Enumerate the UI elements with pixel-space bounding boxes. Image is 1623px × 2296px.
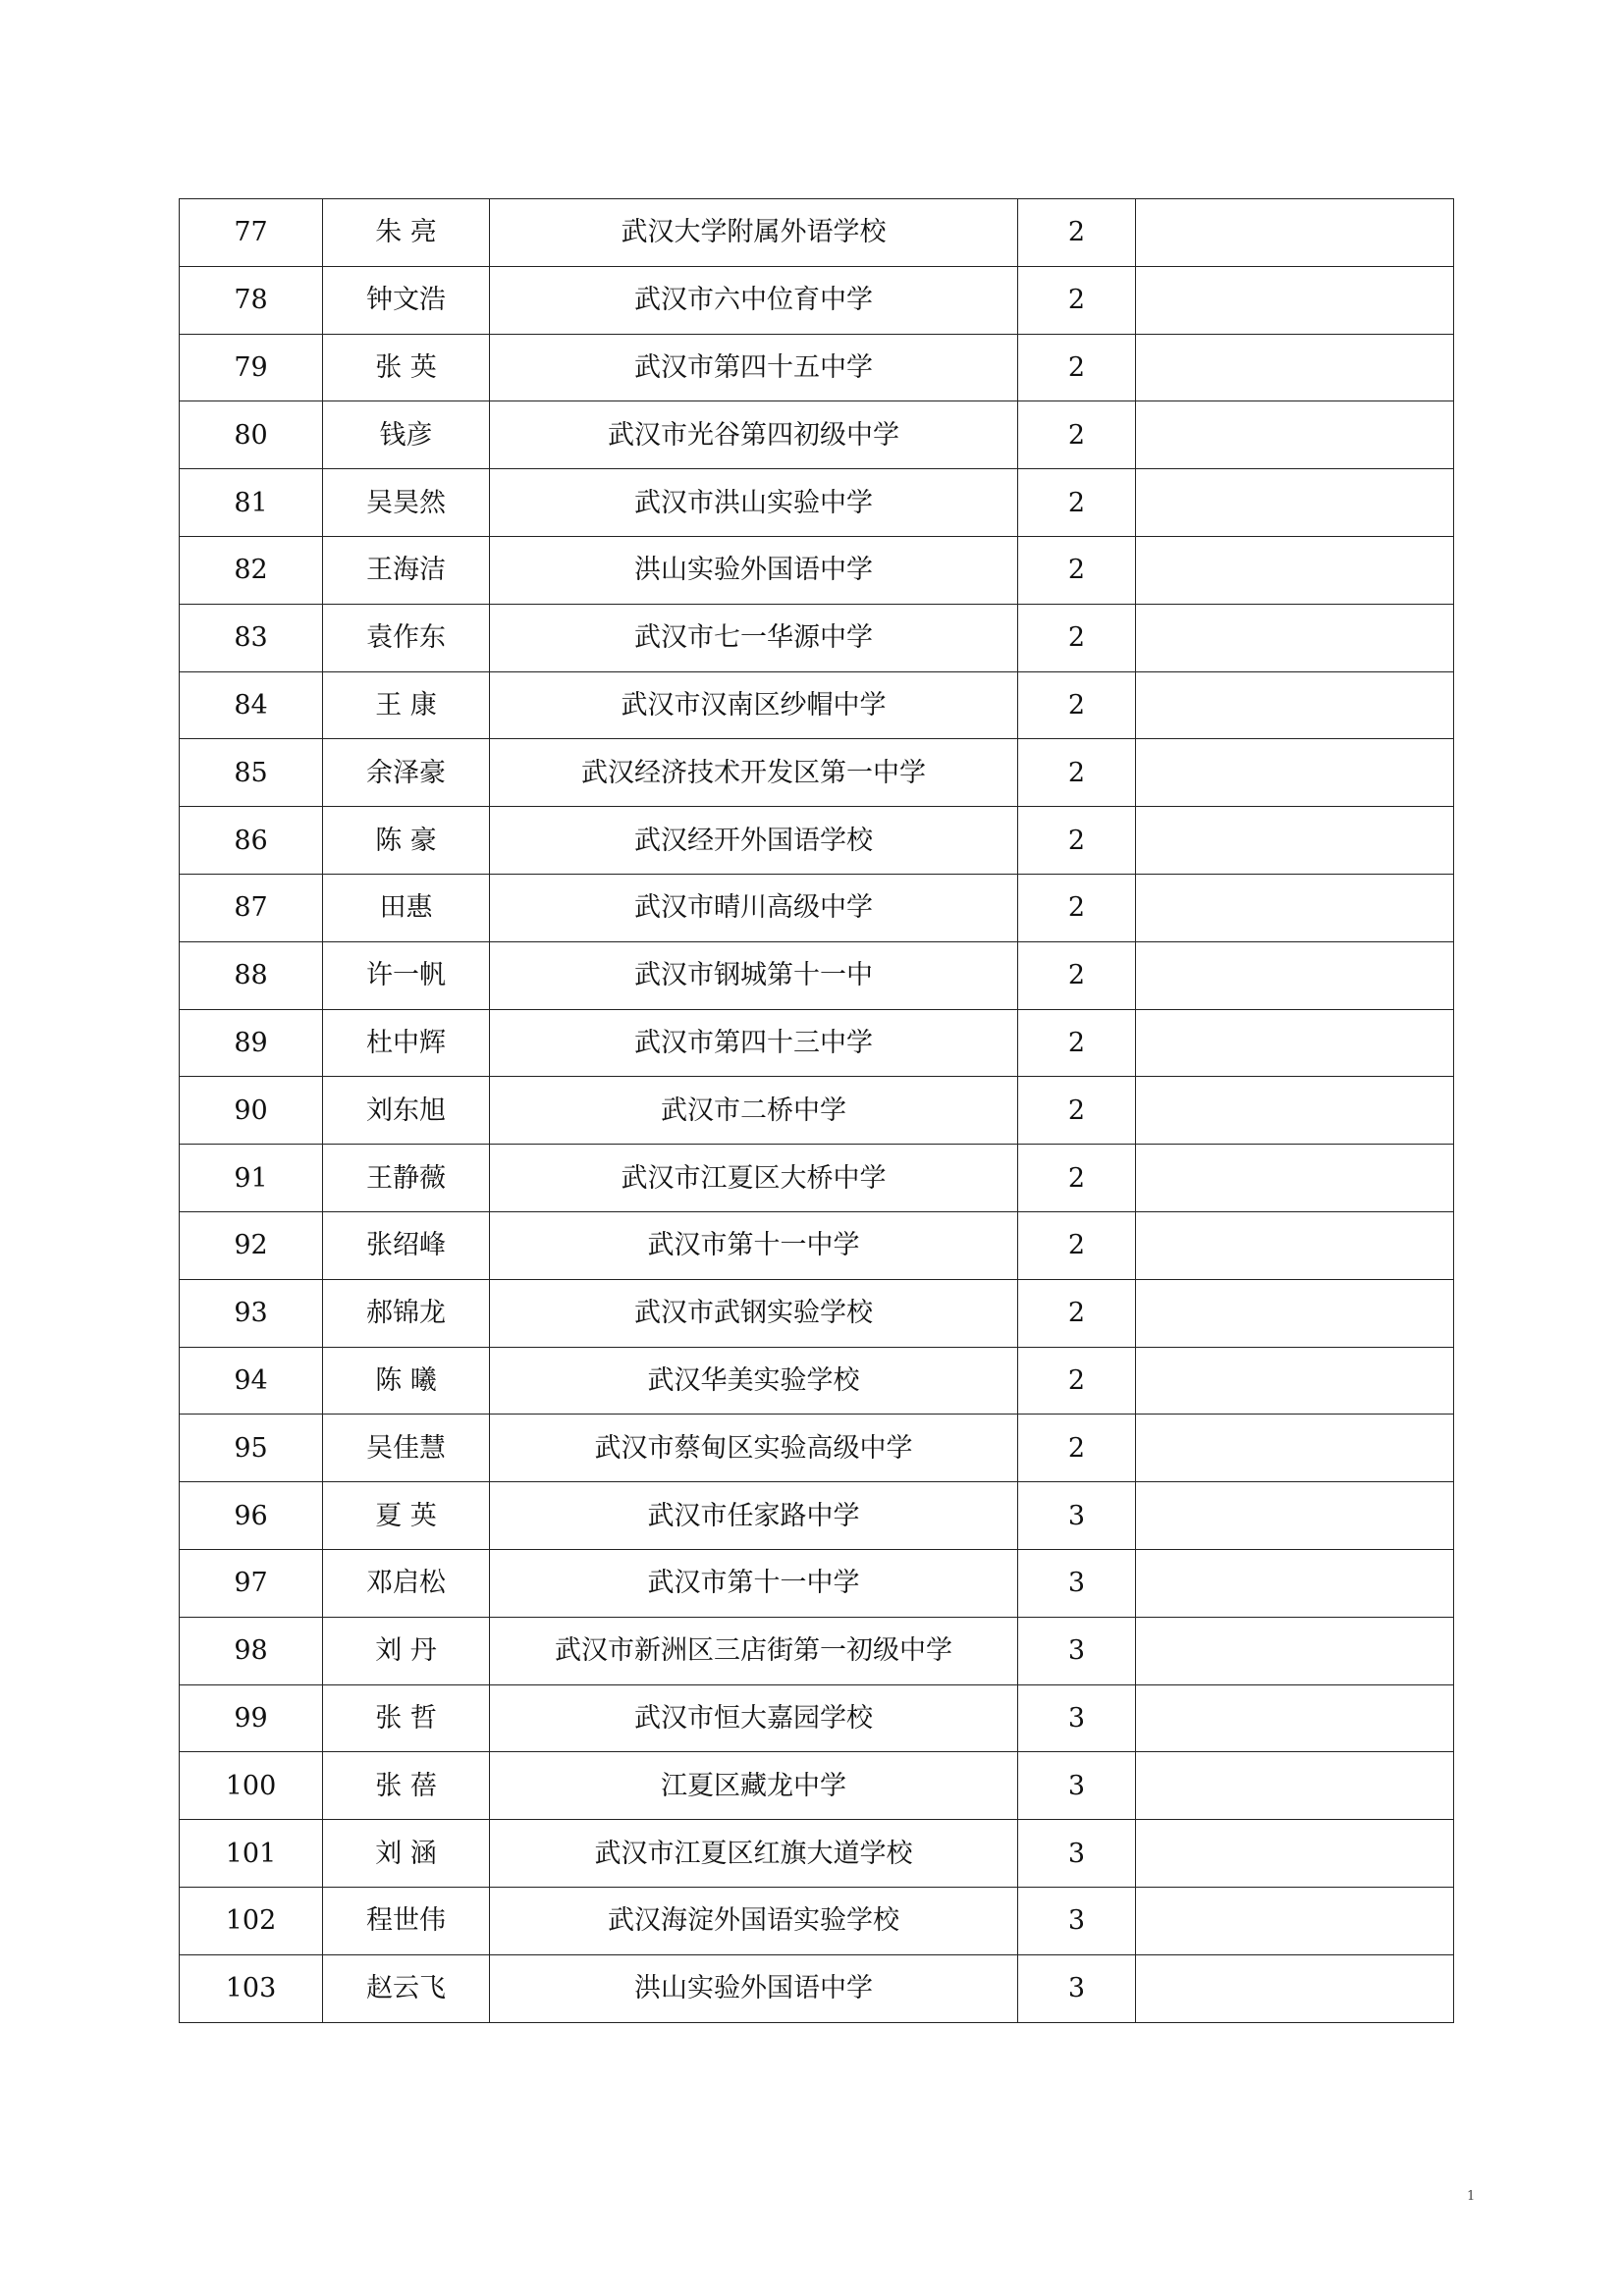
name-cell: 钟文浩 [323,266,490,334]
row-number-cell: 87 [180,874,323,941]
note-cell [1136,334,1454,401]
name-cell: 赵云飞 [323,1954,490,2022]
name-cell: 余泽豪 [323,739,490,807]
note-cell [1136,807,1454,875]
table-row [180,739,1454,807]
name-cell: 许一帆 [323,941,490,1009]
row-number-cell: 96 [180,1482,323,1550]
name-cell: 杜中辉 [323,1009,490,1077]
table-row [180,874,1454,941]
value-cell: 3 [1018,1617,1136,1684]
name-cell: 王海洁 [323,536,490,604]
value-cell: 2 [1018,266,1136,334]
name-cell: 陈 曦 [323,1347,490,1415]
school-cell: 武汉市江夏区红旗大道学校 [490,1820,1018,1888]
name-cell: 袁作东 [323,604,490,671]
name-cell: 王 康 [323,671,490,739]
value-cell: 3 [1018,1684,1136,1752]
row-number-cell: 99 [180,1684,323,1752]
note-cell [1136,401,1454,469]
note-cell [1136,739,1454,807]
name-cell: 朱 亮 [323,199,490,267]
school-cell: 武汉市第十一中学 [490,1549,1018,1617]
name-cell: 刘东旭 [323,1077,490,1145]
name-cell: 刘 丹 [323,1617,490,1684]
note-cell [1136,199,1454,267]
value-cell: 2 [1018,1211,1136,1279]
note-cell [1136,1145,1454,1212]
table-row [180,1617,1454,1684]
name-cell: 吴佳慧 [323,1415,490,1482]
school-cell: 洪山实验外国语中学 [490,536,1018,604]
table-row [180,1211,1454,1279]
name-cell: 邓启松 [323,1549,490,1617]
table-row [180,1009,1454,1077]
table-row [180,1549,1454,1617]
value-cell: 2 [1018,469,1136,537]
value-cell: 2 [1018,874,1136,941]
note-cell [1136,1482,1454,1550]
row-number-cell: 80 [180,401,323,469]
school-cell: 武汉市蔡甸区实验高级中学 [490,1415,1018,1482]
table-row [180,199,1454,267]
table-row [180,1887,1454,1954]
note-cell [1136,536,1454,604]
value-cell: 3 [1018,1954,1136,2022]
name-cell: 吴昊然 [323,469,490,537]
school-cell: 武汉市第四十五中学 [490,334,1018,401]
school-cell: 武汉经开外国语学校 [490,807,1018,875]
school-cell: 武汉市晴川高级中学 [490,874,1018,941]
note-cell [1136,671,1454,739]
row-number-cell: 82 [180,536,323,604]
row-number-cell: 77 [180,199,323,267]
value-cell: 2 [1018,1415,1136,1482]
value-cell: 3 [1018,1549,1136,1617]
school-cell: 武汉市武钢实验学校 [490,1279,1018,1347]
note-cell [1136,1279,1454,1347]
name-cell: 钱彦 [323,401,490,469]
table-row [180,807,1454,875]
name-cell: 刘 涵 [323,1820,490,1888]
row-number-cell: 81 [180,469,323,537]
table-row [180,1684,1454,1752]
table-row [180,604,1454,671]
note-cell [1136,266,1454,334]
value-cell: 2 [1018,604,1136,671]
school-cell: 武汉市光谷第四初级中学 [490,401,1018,469]
value-cell: 2 [1018,1279,1136,1347]
row-number-cell: 97 [180,1549,323,1617]
school-cell: 武汉海淀外国语实验学校 [490,1887,1018,1954]
name-cell: 张 哲 [323,1684,490,1752]
name-cell: 王静薇 [323,1145,490,1212]
note-cell [1136,1954,1454,2022]
school-cell: 武汉市二桥中学 [490,1077,1018,1145]
row-number-cell: 101 [180,1820,323,1888]
table-row [180,1347,1454,1415]
row-number-cell: 102 [180,1887,323,1954]
school-cell: 武汉市七一华源中学 [490,604,1018,671]
table-row [180,671,1454,739]
value-cell: 2 [1018,199,1136,267]
note-cell [1136,1211,1454,1279]
note-cell [1136,1617,1454,1684]
name-cell: 张绍峰 [323,1211,490,1279]
row-number-cell: 89 [180,1009,323,1077]
note-cell [1136,1077,1454,1145]
table-row [180,334,1454,401]
page-number: 1 [1467,2189,1476,2204]
value-cell: 2 [1018,671,1136,739]
row-number-cell: 100 [180,1752,323,1820]
school-cell: 武汉市新洲区三店街第一初级中学 [490,1617,1018,1684]
name-cell: 田惠 [323,874,490,941]
row-number-cell: 79 [180,334,323,401]
name-cell: 张 英 [323,334,490,401]
school-cell: 武汉市钢城第十一中 [490,941,1018,1009]
row-number-cell: 92 [180,1211,323,1279]
note-cell [1136,469,1454,537]
row-number-cell: 90 [180,1077,323,1145]
table-row [180,401,1454,469]
school-cell: 武汉市汉南区纱帽中学 [490,671,1018,739]
table-row [180,1820,1454,1888]
row-number-cell: 95 [180,1415,323,1482]
row-number-cell: 84 [180,671,323,739]
school-cell: 武汉市第十一中学 [490,1211,1018,1279]
table-row [180,1077,1454,1145]
table-row [180,1415,1454,1482]
roster-table [179,198,1454,2023]
school-cell: 武汉市六中位育中学 [490,266,1018,334]
row-number-cell: 94 [180,1347,323,1415]
name-cell: 张 蓓 [323,1752,490,1820]
value-cell: 3 [1018,1482,1136,1550]
note-cell [1136,1549,1454,1617]
table-row [180,1145,1454,1212]
name-cell: 郝锦龙 [323,1279,490,1347]
value-cell: 2 [1018,1009,1136,1077]
table-row [180,266,1454,334]
note-cell [1136,1009,1454,1077]
row-number-cell: 83 [180,604,323,671]
note-cell [1136,604,1454,671]
name-cell: 陈 豪 [323,807,490,875]
table-row [180,1279,1454,1347]
note-cell [1136,1820,1454,1888]
value-cell: 3 [1018,1752,1136,1820]
school-cell: 武汉大学附属外语学校 [490,199,1018,267]
table-row [180,941,1454,1009]
school-cell: 武汉市任家路中学 [490,1482,1018,1550]
value-cell: 2 [1018,739,1136,807]
row-number-cell: 88 [180,941,323,1009]
value-cell: 3 [1018,1820,1136,1888]
table-row [180,1954,1454,2022]
school-cell: 洪山实验外国语中学 [490,1954,1018,2022]
value-cell: 2 [1018,334,1136,401]
table-row [180,536,1454,604]
row-number-cell: 103 [180,1954,323,2022]
value-cell: 2 [1018,1077,1136,1145]
row-number-cell: 85 [180,739,323,807]
value-cell: 2 [1018,536,1136,604]
value-cell: 2 [1018,1347,1136,1415]
note-cell [1136,1347,1454,1415]
school-cell: 武汉市恒大嘉园学校 [490,1684,1018,1752]
note-cell [1136,1887,1454,1954]
roster-table-body [180,199,1454,2023]
table-row [180,1752,1454,1820]
school-cell: 武汉市第四十三中学 [490,1009,1018,1077]
value-cell: 2 [1018,807,1136,875]
school-cell: 江夏区藏龙中学 [490,1752,1018,1820]
note-cell [1136,941,1454,1009]
table-row [180,1482,1454,1550]
row-number-cell: 86 [180,807,323,875]
note-cell [1136,874,1454,941]
name-cell: 夏 英 [323,1482,490,1550]
value-cell: 2 [1018,941,1136,1009]
note-cell [1136,1684,1454,1752]
school-cell: 武汉市江夏区大桥中学 [490,1145,1018,1212]
row-number-cell: 78 [180,266,323,334]
school-cell: 武汉市洪山实验中学 [490,469,1018,537]
row-number-cell: 98 [180,1617,323,1684]
row-number-cell: 93 [180,1279,323,1347]
table-row [180,469,1454,537]
note-cell [1136,1415,1454,1482]
school-cell: 武汉经济技术开发区第一中学 [490,739,1018,807]
value-cell: 2 [1018,1145,1136,1212]
row-number-cell: 91 [180,1145,323,1212]
value-cell: 3 [1018,1887,1136,1954]
school-cell: 武汉华美实验学校 [490,1347,1018,1415]
note-cell [1136,1752,1454,1820]
value-cell: 2 [1018,401,1136,469]
name-cell: 程世伟 [323,1887,490,1954]
